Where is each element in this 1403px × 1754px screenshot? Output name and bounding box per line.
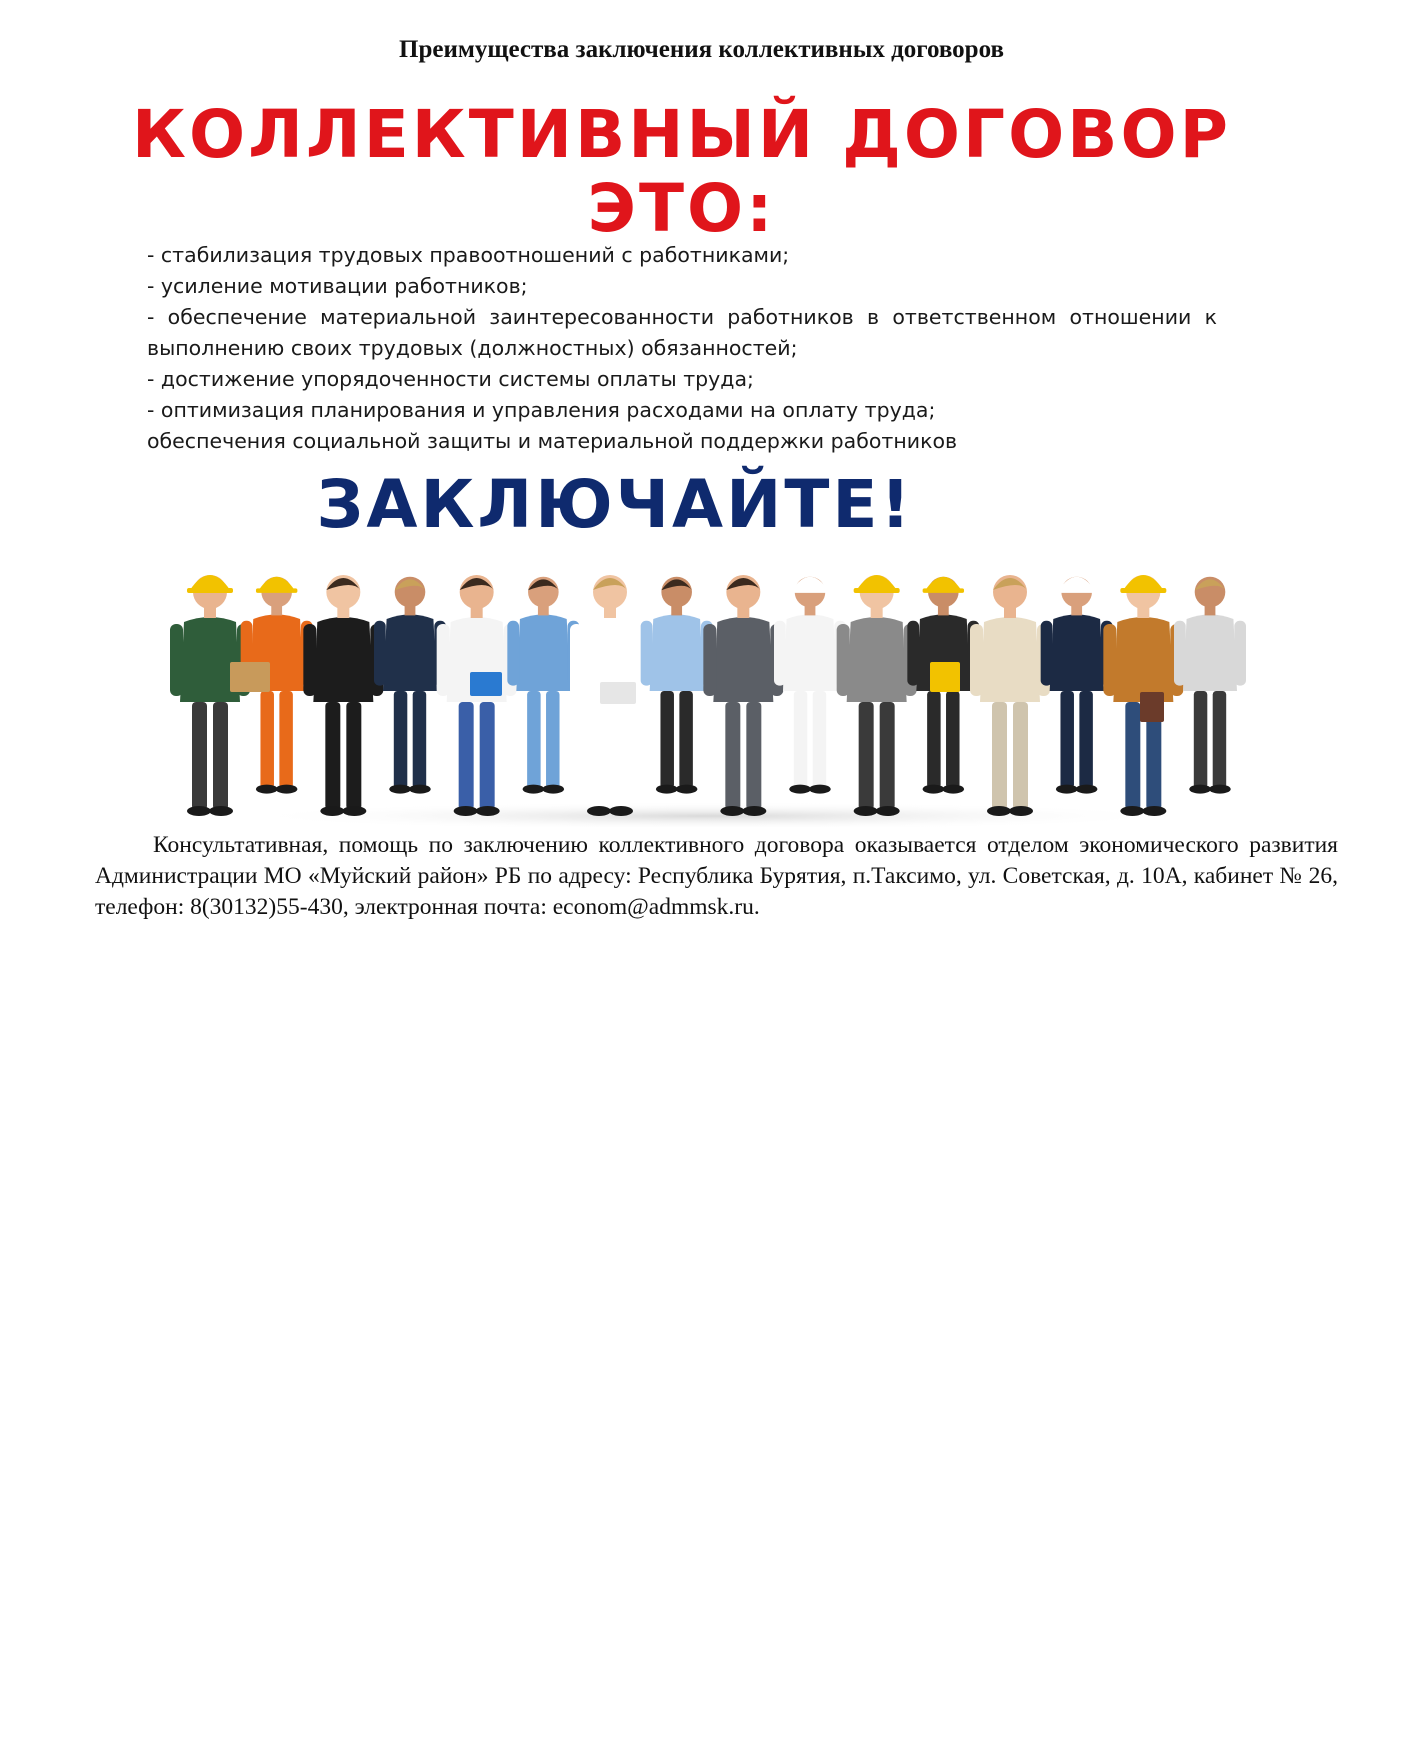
benefit-item: - обеспечение материальной заинтересованности работников в ответственном отношении к выполнению своих трудовых (должностных) обязанностей; — [147, 305, 1217, 360]
held-item — [600, 682, 636, 704]
collective-agreement-poster — [95, 72, 1268, 827]
held-item — [930, 662, 960, 692]
poster-subhead: ЭТО: — [587, 170, 776, 247]
benefit-item: - достижение упорядоченности системы оплаты труда; — [147, 367, 754, 391]
benefits-list — [147, 240, 1268, 457]
worker-figure — [303, 575, 383, 816]
worker-figure — [1174, 577, 1246, 794]
call-to-action: ЗАКЛЮЧАЙТЕ! — [316, 466, 914, 543]
worker-figure — [170, 575, 250, 816]
poster-headline: КОЛЛЕКТИВНЫЙ ДОГОВОР — [132, 96, 1231, 173]
benefit-item: - стабилизация трудовых правоотношений с работниками; — [147, 243, 790, 267]
worker-figure — [374, 577, 446, 794]
held-item — [230, 662, 270, 692]
worker-figure — [837, 575, 917, 816]
worker-figure — [703, 575, 783, 816]
worker-figure — [970, 575, 1050, 816]
worker-figure — [507, 577, 579, 794]
held-item — [470, 672, 502, 696]
consultation-paragraph: Консультативная, помощь по заключению коллективного договора оказывается отделом экономического развития Администрации МО «Муйский район» РБ по адресу: Республика Бурятия, п.Таксимо, ул. Советская, д. 10А, кабинет № 26, телефон: 8(30132)55-430, электронная почта: econom@admmsk.ru. — [95, 832, 1338, 920]
held-item — [1140, 692, 1164, 722]
benefit-item: - усиление мотивации работников; — [147, 274, 528, 298]
benefit-item: - оптимизация планирования и управления расходами на оплату труда; — [147, 398, 936, 422]
worker-figure — [774, 577, 846, 794]
document-title: Преимущества заключения коллективных договоров — [399, 36, 1004, 63]
worker-figure — [641, 577, 713, 794]
worker-figure — [1041, 577, 1113, 794]
benefit-item: обеспечения социальной защиты и материальной поддержки работников — [147, 429, 958, 453]
workers-group-illustration — [170, 540, 1250, 827]
